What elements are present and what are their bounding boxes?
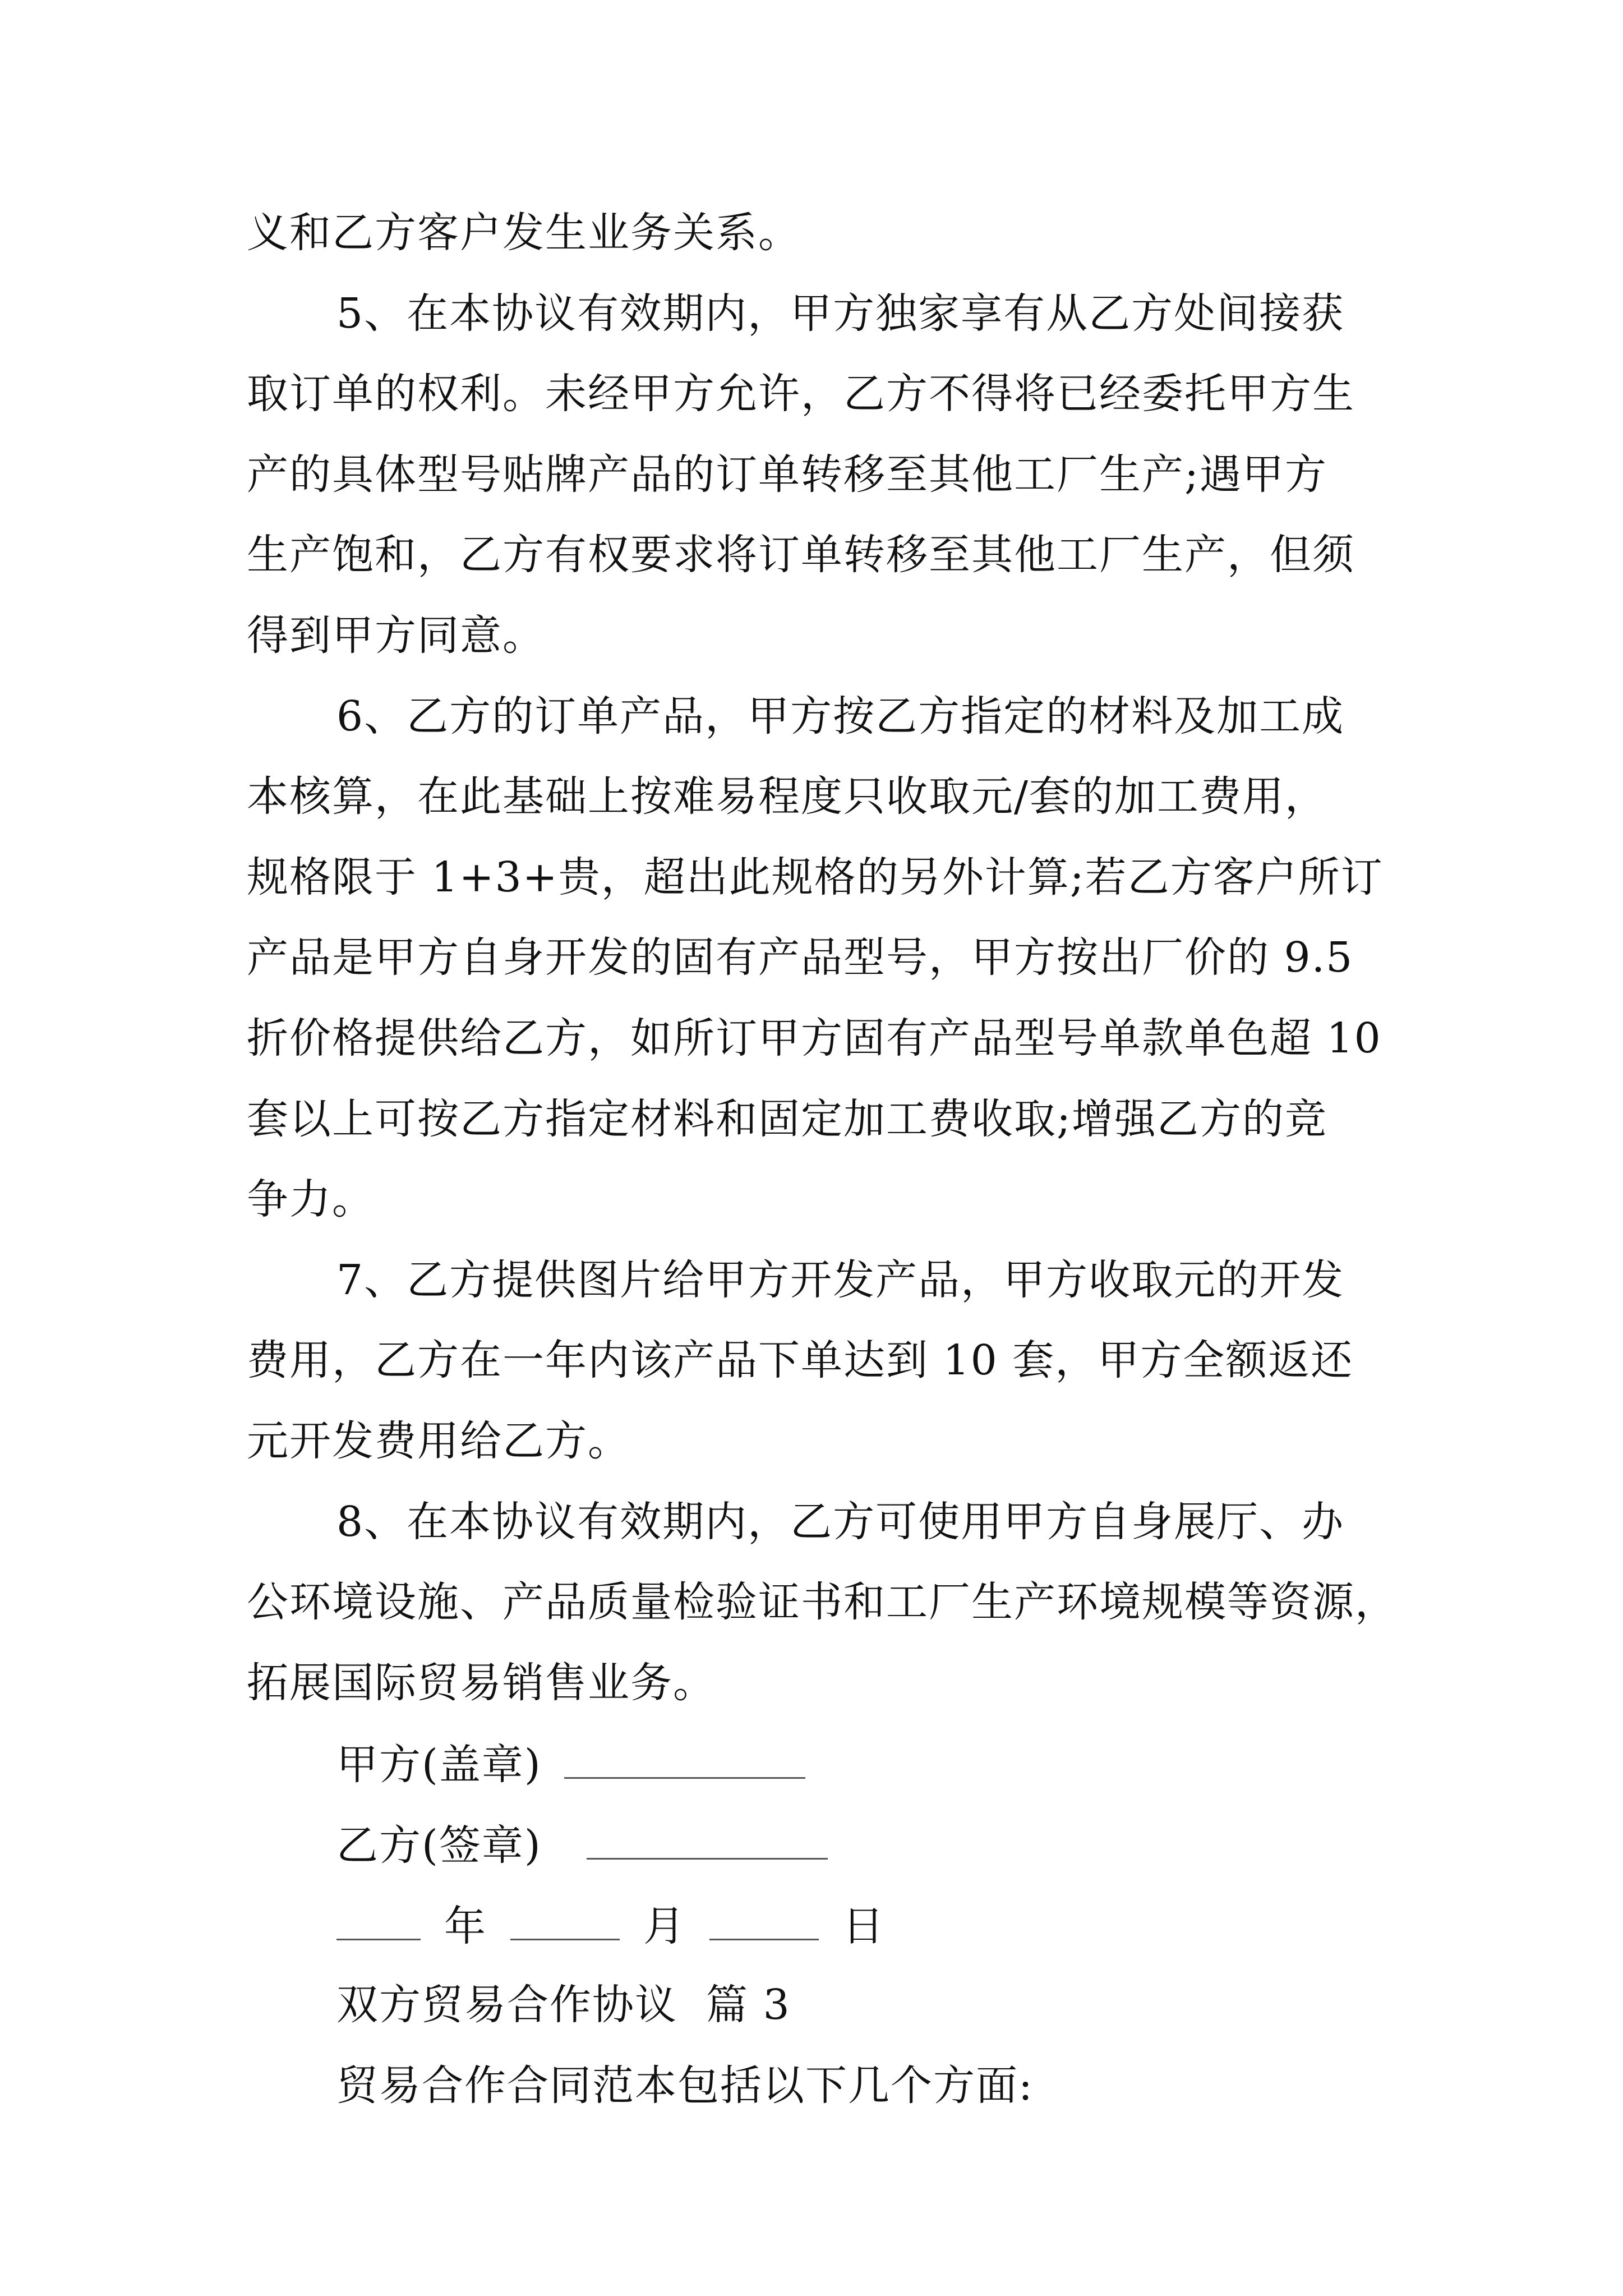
date-row <box>336 1902 885 1950</box>
party-a-signature-blank[interactable] <box>564 1742 805 1779</box>
paragraph-line: 5、在本协议有效期内，甲方独家享有从乙方处间接获 <box>336 289 1345 338</box>
intro-line: 贸易合作合同范本包括以下几个方面: <box>336 2062 1034 2110</box>
paragraph-line: 拓展国际贸易销售业务。 <box>247 1659 716 1707</box>
paragraph-line: 产的具体型号贴牌产品的订单转移至其他工厂生产;遇甲方 <box>247 450 1327 499</box>
paragraph-line: 折价格提供给乙方，如所订甲方固有产品型号单款单色超 10 <box>247 1014 1382 1062</box>
paragraph-line: 取订单的权利。未经甲方允许，乙方不得将已经委托甲方生 <box>247 370 1355 418</box>
party-b-signature-blank[interactable] <box>587 1823 828 1860</box>
paragraph-line: 生产饱和，乙方有权要求将订单转移至其他工厂生产，但须 <box>247 531 1355 579</box>
paragraph-line: 6、乙方的订单产品，甲方按乙方指定的材料及加工成 <box>336 692 1345 740</box>
paragraph-line: 公环境设施、产品质量检验证书和工厂生产环境规模等资源， <box>247 1578 1398 1626</box>
paragraph-line: 义和乙方客户发生业务关系。 <box>247 209 801 257</box>
month-blank[interactable] <box>510 1904 620 1940</box>
day-blank[interactable] <box>709 1904 819 1940</box>
day-label: 日 <box>842 1902 885 1950</box>
paragraph-line: 争力。 <box>247 1175 375 1223</box>
paragraph-line: 8、在本协议有效期内，乙方可使用甲方自身展厅、办 <box>336 1498 1345 1546</box>
paragraph-line: 7、乙方提供图片给甲方开发产品，甲方收取元的开发 <box>336 1256 1345 1304</box>
year-label: 年 <box>444 1902 487 1950</box>
paragraph-line: 得到甲方同意。 <box>247 611 545 660</box>
paragraph-line: 套以上可按乙方指定材料和固定加工费收取;增强乙方的竞 <box>247 1095 1327 1143</box>
month-label: 月 <box>643 1902 686 1950</box>
party-b-signature-row <box>336 1821 828 1870</box>
paragraph-line: 本核算，在此基础上按难易程度只收取元/套的加工费用， <box>247 772 1327 821</box>
party-a-label: 甲方(盖章) <box>336 1741 542 1789</box>
year-blank[interactable] <box>336 1904 421 1940</box>
party-a-signature-row <box>336 1741 805 1789</box>
paragraph-line: 元开发费用给乙方。 <box>247 1417 630 1465</box>
paragraph-line: 产品是甲方自身开发的固有产品型号，甲方按出厂价的 9.5 <box>247 933 1354 982</box>
section-title: 双方贸易合作协议 篇 3 <box>336 1981 791 2029</box>
party-b-label: 乙方(签章) <box>336 1821 542 1870</box>
paragraph-line: 规格限于 1+3+贵，超出此规格的另外计算;若乙方客户所订 <box>247 853 1384 901</box>
paragraph-line: 费用，乙方在一年内该产品下单达到 10 套，甲方全额返还 <box>247 1336 1354 1384</box>
